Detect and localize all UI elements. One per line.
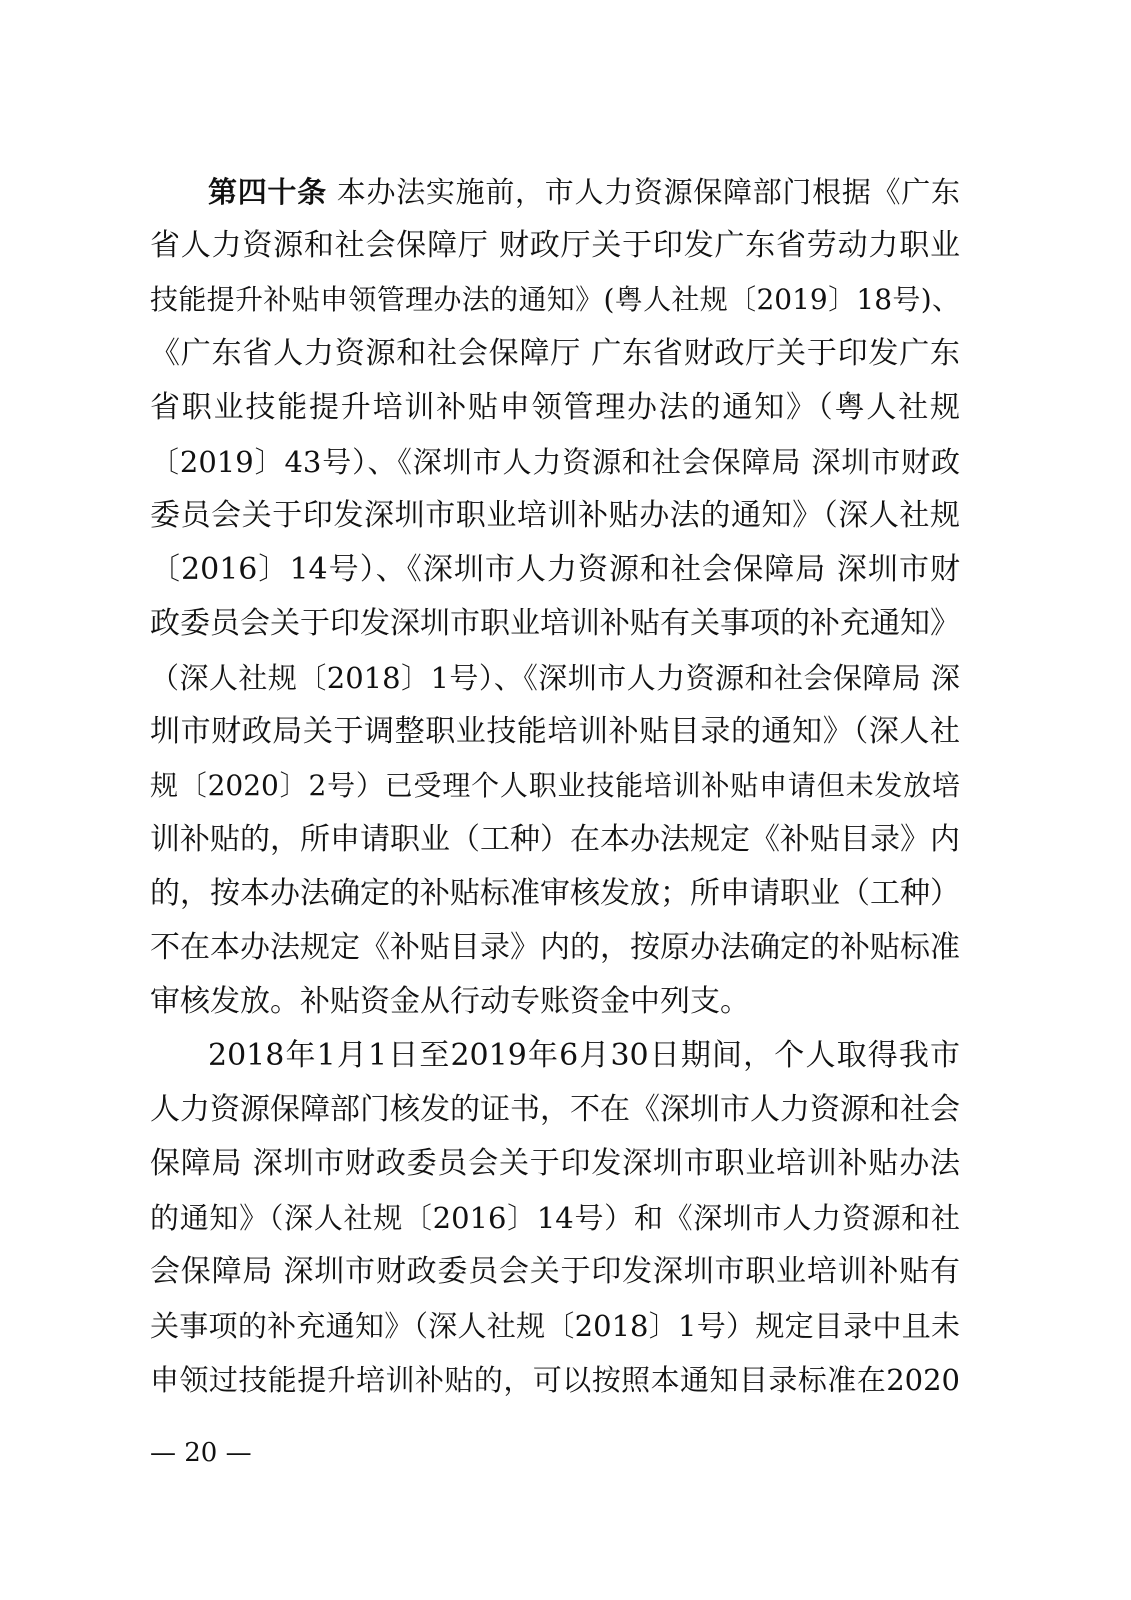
paragraph-1-line-4: 《广东省人力资源和社会保障厅 广东省财政厅关于印发广东 — [150, 336, 960, 371]
paragraph-1-line-1-text: 本办法实施前，市人力资源保障部门根据《广东 — [326, 175, 960, 209]
paragraph-1-line-9: 政委员会关于印发深圳市职业培训补贴有关事项的补充通知》 — [150, 606, 960, 641]
paragraph-1-line-7: 委员会关于印发深圳市职业培训补贴办法的通知》（深人社规 — [150, 498, 960, 533]
paragraph-2-line-3: 保障局 深圳市财政委员会关于印发深圳市职业培训补贴办法 — [150, 1146, 960, 1181]
paragraph-1-line-2: 省人力资源和社会保障厅 财政厅关于印发广东省劳动力职业 — [150, 228, 960, 263]
paragraph-2-line-7: 申领过技能提升培训补贴的，可以按照本通知目录标准在2020 — [150, 1363, 960, 1397]
paragraph-2-line-6: 关事项的补充通知》（深人社规〔2018〕1号）规定目录中且未 — [150, 1309, 960, 1343]
paragraph-1-line-10: （深人社规〔2018〕1号）、《深圳市人力资源和社会保障局 深 — [150, 661, 960, 695]
paragraph-1-line-14: 的，按本办法确定的补贴标准审核发放；所申请职业（工种） — [150, 876, 960, 911]
paragraph-1-line-16: 审核发放。补贴资金从行动专账资金中列支。 — [150, 984, 750, 1019]
paragraph-2-line-1: 2018年1月1日至2019年6月30日期间，个人取得我市 — [208, 1038, 960, 1073]
paragraph-1-line-13: 训补贴的，所申请职业（工种）在本办法规定《补贴目录》内 — [150, 822, 960, 857]
paragraph-2-line-5: 会保障局 深圳市财政委员会关于印发深圳市职业培训补贴有 — [150, 1254, 960, 1289]
paragraph-1-line-5: 省职业技能提升培训补贴申领管理办法的通知》（粤人社规 — [150, 390, 960, 425]
paragraph-1-line-6: 〔2019〕43号）、《深圳市人力资源和社会保障局 深圳市财政 — [150, 445, 960, 479]
paragraph-1-line-12: 规〔2020〕2号）已受理个人职业技能培训补贴申请但未发放培 — [150, 769, 960, 802]
article-label: 第四十条 — [208, 175, 327, 209]
page-number: — 20 — — [150, 1438, 252, 1468]
paragraph-1-line-1 — [208, 165, 960, 219]
paragraph-1-line-15: 不在本办法规定《补贴目录》内的，按原办法确定的补贴标准 — [150, 930, 960, 965]
paragraph-2-line-4: 的通知》（深人社规〔2016〕14号）和《深圳市人力资源和社 — [150, 1201, 960, 1235]
paragraph-1-line-3: 技能提升补贴申领管理办法的通知》(粤人社规〔2019〕18号)、 — [150, 283, 960, 316]
paragraph-1-line-8: 〔2016〕14号）、《深圳市人力资源和社会保障局 深圳市财 — [150, 552, 960, 587]
paragraph-2-line-2: 人力资源保障部门核发的证书，不在《深圳市人力资源和社会 — [150, 1092, 960, 1127]
paragraph-1-line-11: 圳市财政局关于调整职业技能培训补贴目录的通知》（深人社 — [150, 714, 960, 749]
